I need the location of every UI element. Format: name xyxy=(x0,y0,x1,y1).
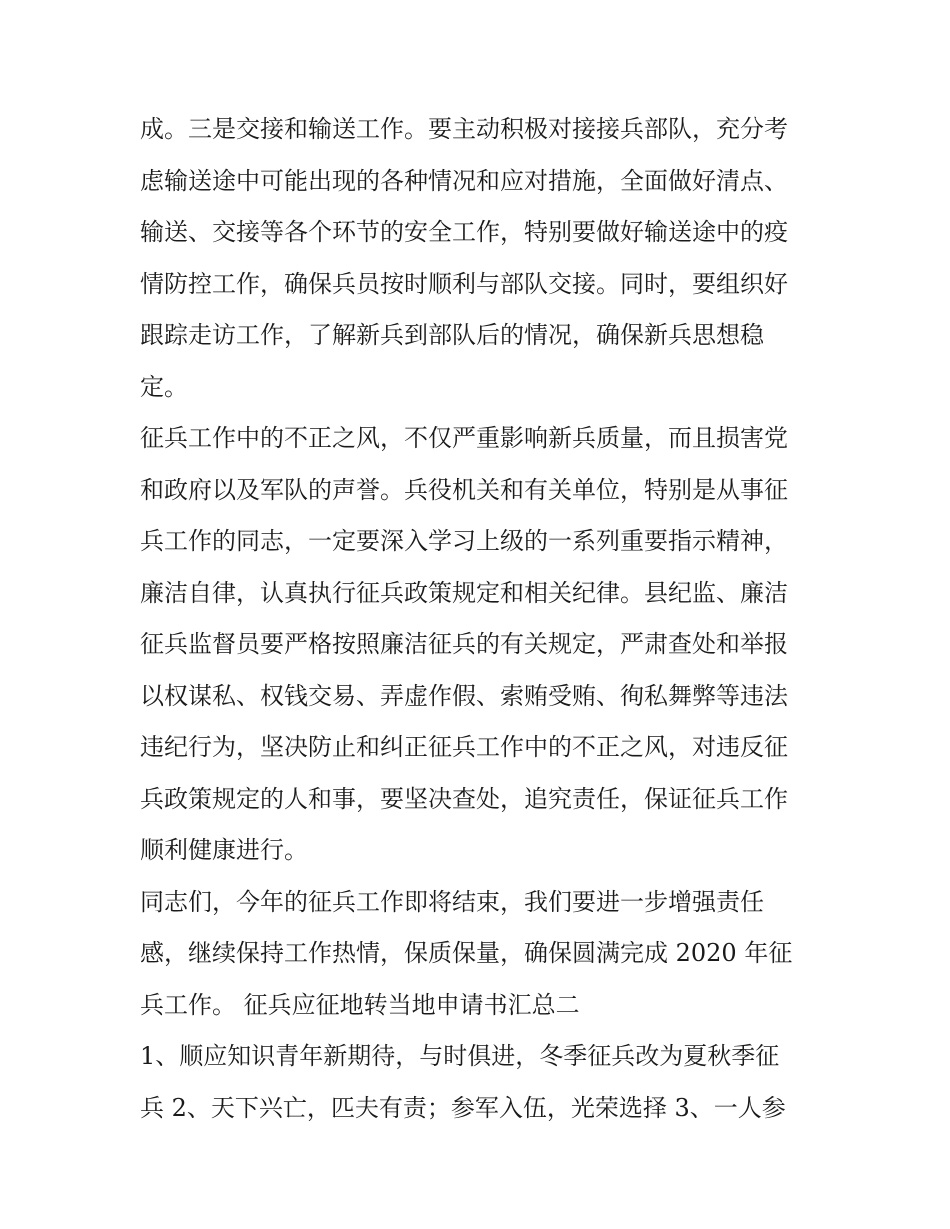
text-line: 输送、交接等各个环节的安全工作，特别要做好输送途中的疫 xyxy=(140,218,788,246)
text-line: 感，继续保持工作热情，保质保量，确保圆满完成 2020 年征 xyxy=(140,939,793,967)
text-line: 同志们，今年的征兵工作即将结束，我们要进一步增强责任 xyxy=(140,887,764,916)
text-line: 兵政策规定的人和事，要坚决查处，追究责任，保证征兵工作 xyxy=(140,784,788,813)
text-line: 以权谋私、权钱交易、弄虚作假、索贿受贿、徇私舞弊等违法 xyxy=(140,681,788,710)
text-line: 廉洁自律，认真执行征兵政策规定和相关纪律。县纪监、廉洁 xyxy=(140,578,788,607)
text-line: 征兵监督员要严格按照廉洁征兵的有关规定，严肃查处和举报 xyxy=(140,630,788,658)
paragraph xyxy=(140,104,820,413)
document-body xyxy=(140,104,820,1134)
text-line: 兵 2、天下兴亡，匹夫有责；参军入伍，光荣选择 3、一人参 xyxy=(140,1093,786,1122)
text-line: 兵工作。 征兵应征地转当地申请书汇总二 xyxy=(140,990,580,1019)
paragraph xyxy=(140,877,820,1032)
text-line: 情防控工作，确保兵员按时顺利与部队交接。同时，要组织好 xyxy=(140,269,788,298)
text-line: 虑输送途中可能出现的各种情况和应对措施，全面做好清点、 xyxy=(140,166,788,195)
text-line: 定。 xyxy=(140,372,188,401)
text-line: 成。三是交接和输送工作。要主动积极对接接兵部队，充分考 xyxy=(140,115,788,143)
text-line: 兵工作的同志，一定要深入学习上级的一系列重要指示精神， xyxy=(140,527,788,555)
text-line: 跟踪走访工作，了解新兵到部队后的情况，确保新兵思想稳 xyxy=(140,321,764,349)
text-line: 顺利健康进行。 xyxy=(140,836,308,864)
text-line: 和政府以及军队的声誉。兵役机关和有关单位，特别是从事征 xyxy=(140,475,788,504)
text-line: 1、顺应知识青年新期待，与时俱进，冬季征兵改为夏秋季征 xyxy=(140,1042,780,1070)
paragraph xyxy=(140,1031,820,1134)
text-line: 征兵工作中的不正之风，不仅严重影响新兵质量，而且损害党 xyxy=(140,424,788,452)
paragraph xyxy=(140,413,820,877)
text-line: 违纪行为，坚决防止和纠正征兵工作中的不正之风，对违反征 xyxy=(140,733,788,761)
